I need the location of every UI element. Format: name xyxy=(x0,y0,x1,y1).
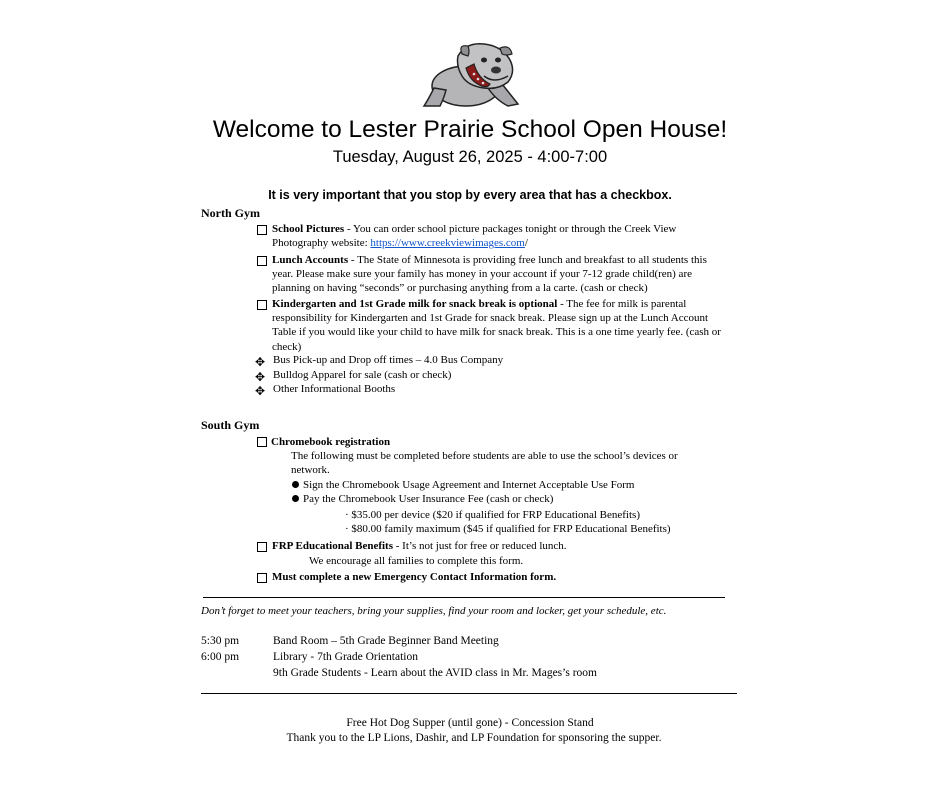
school-pictures-text: - You can order school picture packages tonight or through the Creek View xyxy=(344,223,677,235)
frp-text-2: We encourage all families to complete this form. xyxy=(309,555,524,567)
diamond-bullet-icon: ✥ xyxy=(255,370,266,384)
sponsor-thanks: Thank you to the LP Lions, Dashir, and LP Foundation for sponsoring the supper. xyxy=(286,732,662,744)
bullet-bus: Bus Pick-up and Drop off times – 4.0 Bus Company xyxy=(273,354,504,366)
event-date: Tuesday, August 26, 2025 - 4:00-7:00 xyxy=(332,148,608,166)
fee-family-max: · $80.00 family maximum ($45 if qualified for FRP Educational Benefits) xyxy=(345,523,671,535)
frp-text-1: - It’s not just for free or reduced lunch. xyxy=(393,540,567,552)
schedule-event-3: 9th Grade Students - Learn about the AVID class in Mr. Mages’s room xyxy=(273,667,597,679)
diamond-bullet-icon: ✥ xyxy=(255,355,266,369)
bullet-apparel: Bulldog Apparel for sale (cash or check) xyxy=(273,369,452,381)
chromebook-intro xyxy=(291,449,731,477)
chromebook-step-2: Pay the Chromebook User Insurance Fee (cash or check) xyxy=(303,493,554,505)
lunch-accounts-item xyxy=(272,253,762,296)
frp-item xyxy=(272,539,567,553)
page-title: Welcome to Lester Prairie School Open House! xyxy=(212,116,728,143)
bullet-booths: Other Informational Booths xyxy=(273,383,396,395)
schedule-time-1: 5:30 pm xyxy=(201,635,240,647)
schedule-time-2: 6:00 pm xyxy=(201,651,240,663)
creekview-link[interactable]: https://www.creekviewimages.com xyxy=(370,237,525,250)
emergency-checkbox[interactable] xyxy=(257,573,267,583)
milk-text-4: check) xyxy=(272,340,302,353)
milk-text-3: Table if you would like your child to have milk for snack break. This is a one time yearly fee. (cash or xyxy=(272,326,721,339)
milk-text-2: responsibility for Kindergarten and 1st Grade for snack break. Please sign up at the Lunch Account xyxy=(272,312,709,325)
lunch-accounts-label: Lunch Accounts xyxy=(272,254,349,266)
chromebook-intro-1: The following must be completed before students are able to use the school’s devices or xyxy=(291,450,678,462)
emergency-label: Must complete a new Emergency Contact Information form. xyxy=(272,571,557,583)
reminder-text: Don’t forget to meet your teachers, bring your supplies, find your room and locker, get your schedule, etc. xyxy=(201,605,667,617)
milk-label: Kindergarten and 1st Grade milk for snack break is optional xyxy=(272,298,558,310)
south-gym-heading: South Gym xyxy=(201,418,260,432)
lunch-text-3: planning on having “seconds” or purchasing anything from a la carte. (cash or check) xyxy=(272,282,648,295)
school-pictures-label: School Pictures xyxy=(272,223,345,235)
fee-per-device: · $35.00 per device ($20 if qualified for FRP Educational Benefits) xyxy=(345,509,640,521)
chromebook-intro-2: network. xyxy=(291,464,330,477)
frp-label: FRP Educational Benefits xyxy=(272,540,394,552)
supper-notice: Free Hot Dog Supper (until gone) - Concession Stand xyxy=(346,717,594,729)
frp-checkbox[interactable] xyxy=(257,542,267,552)
milk-text-1: - The fee for milk is parental xyxy=(557,298,687,310)
school-pictures-checkbox[interactable] xyxy=(257,225,267,235)
schedule-event-1: Band Room – 5th Grade Beginner Band Meeting xyxy=(273,635,499,647)
diamond-bullet-icon: ✥ xyxy=(255,384,266,398)
link-suffix: / xyxy=(524,237,528,250)
school-pictures-text-2: Photography website: xyxy=(272,237,371,250)
lunch-text-1: - The State of Minnesota is providing free lunch and breakfast to all students this xyxy=(348,254,707,266)
checkbox-notice: It is very important that you stop by every area that has a checkbox. xyxy=(268,188,672,202)
north-gym-heading: North Gym xyxy=(201,206,260,220)
milk-item xyxy=(272,297,762,354)
milk-checkbox[interactable] xyxy=(257,300,267,310)
bullet-dot-icon xyxy=(292,481,299,488)
chromebook-step-1: Sign the Chromebook Usage Agreement and Internet Acceptable Use Form xyxy=(303,479,635,491)
divider xyxy=(201,693,737,694)
bulldog-logo xyxy=(418,38,522,110)
schedule-event-2: Library - 7th Grade Orientation xyxy=(273,651,418,663)
divider xyxy=(203,597,725,598)
chromebook-label: Chromebook registration xyxy=(271,436,391,448)
lunch-text-2: year. Please make sure your family has money in your account if your 7-12 grade child(ren) are xyxy=(272,268,692,281)
school-pictures-item xyxy=(272,222,752,250)
lunch-accounts-checkbox[interactable] xyxy=(257,256,267,266)
bullet-dot-icon xyxy=(292,495,299,502)
chromebook-checkbox[interactable] xyxy=(257,437,267,447)
